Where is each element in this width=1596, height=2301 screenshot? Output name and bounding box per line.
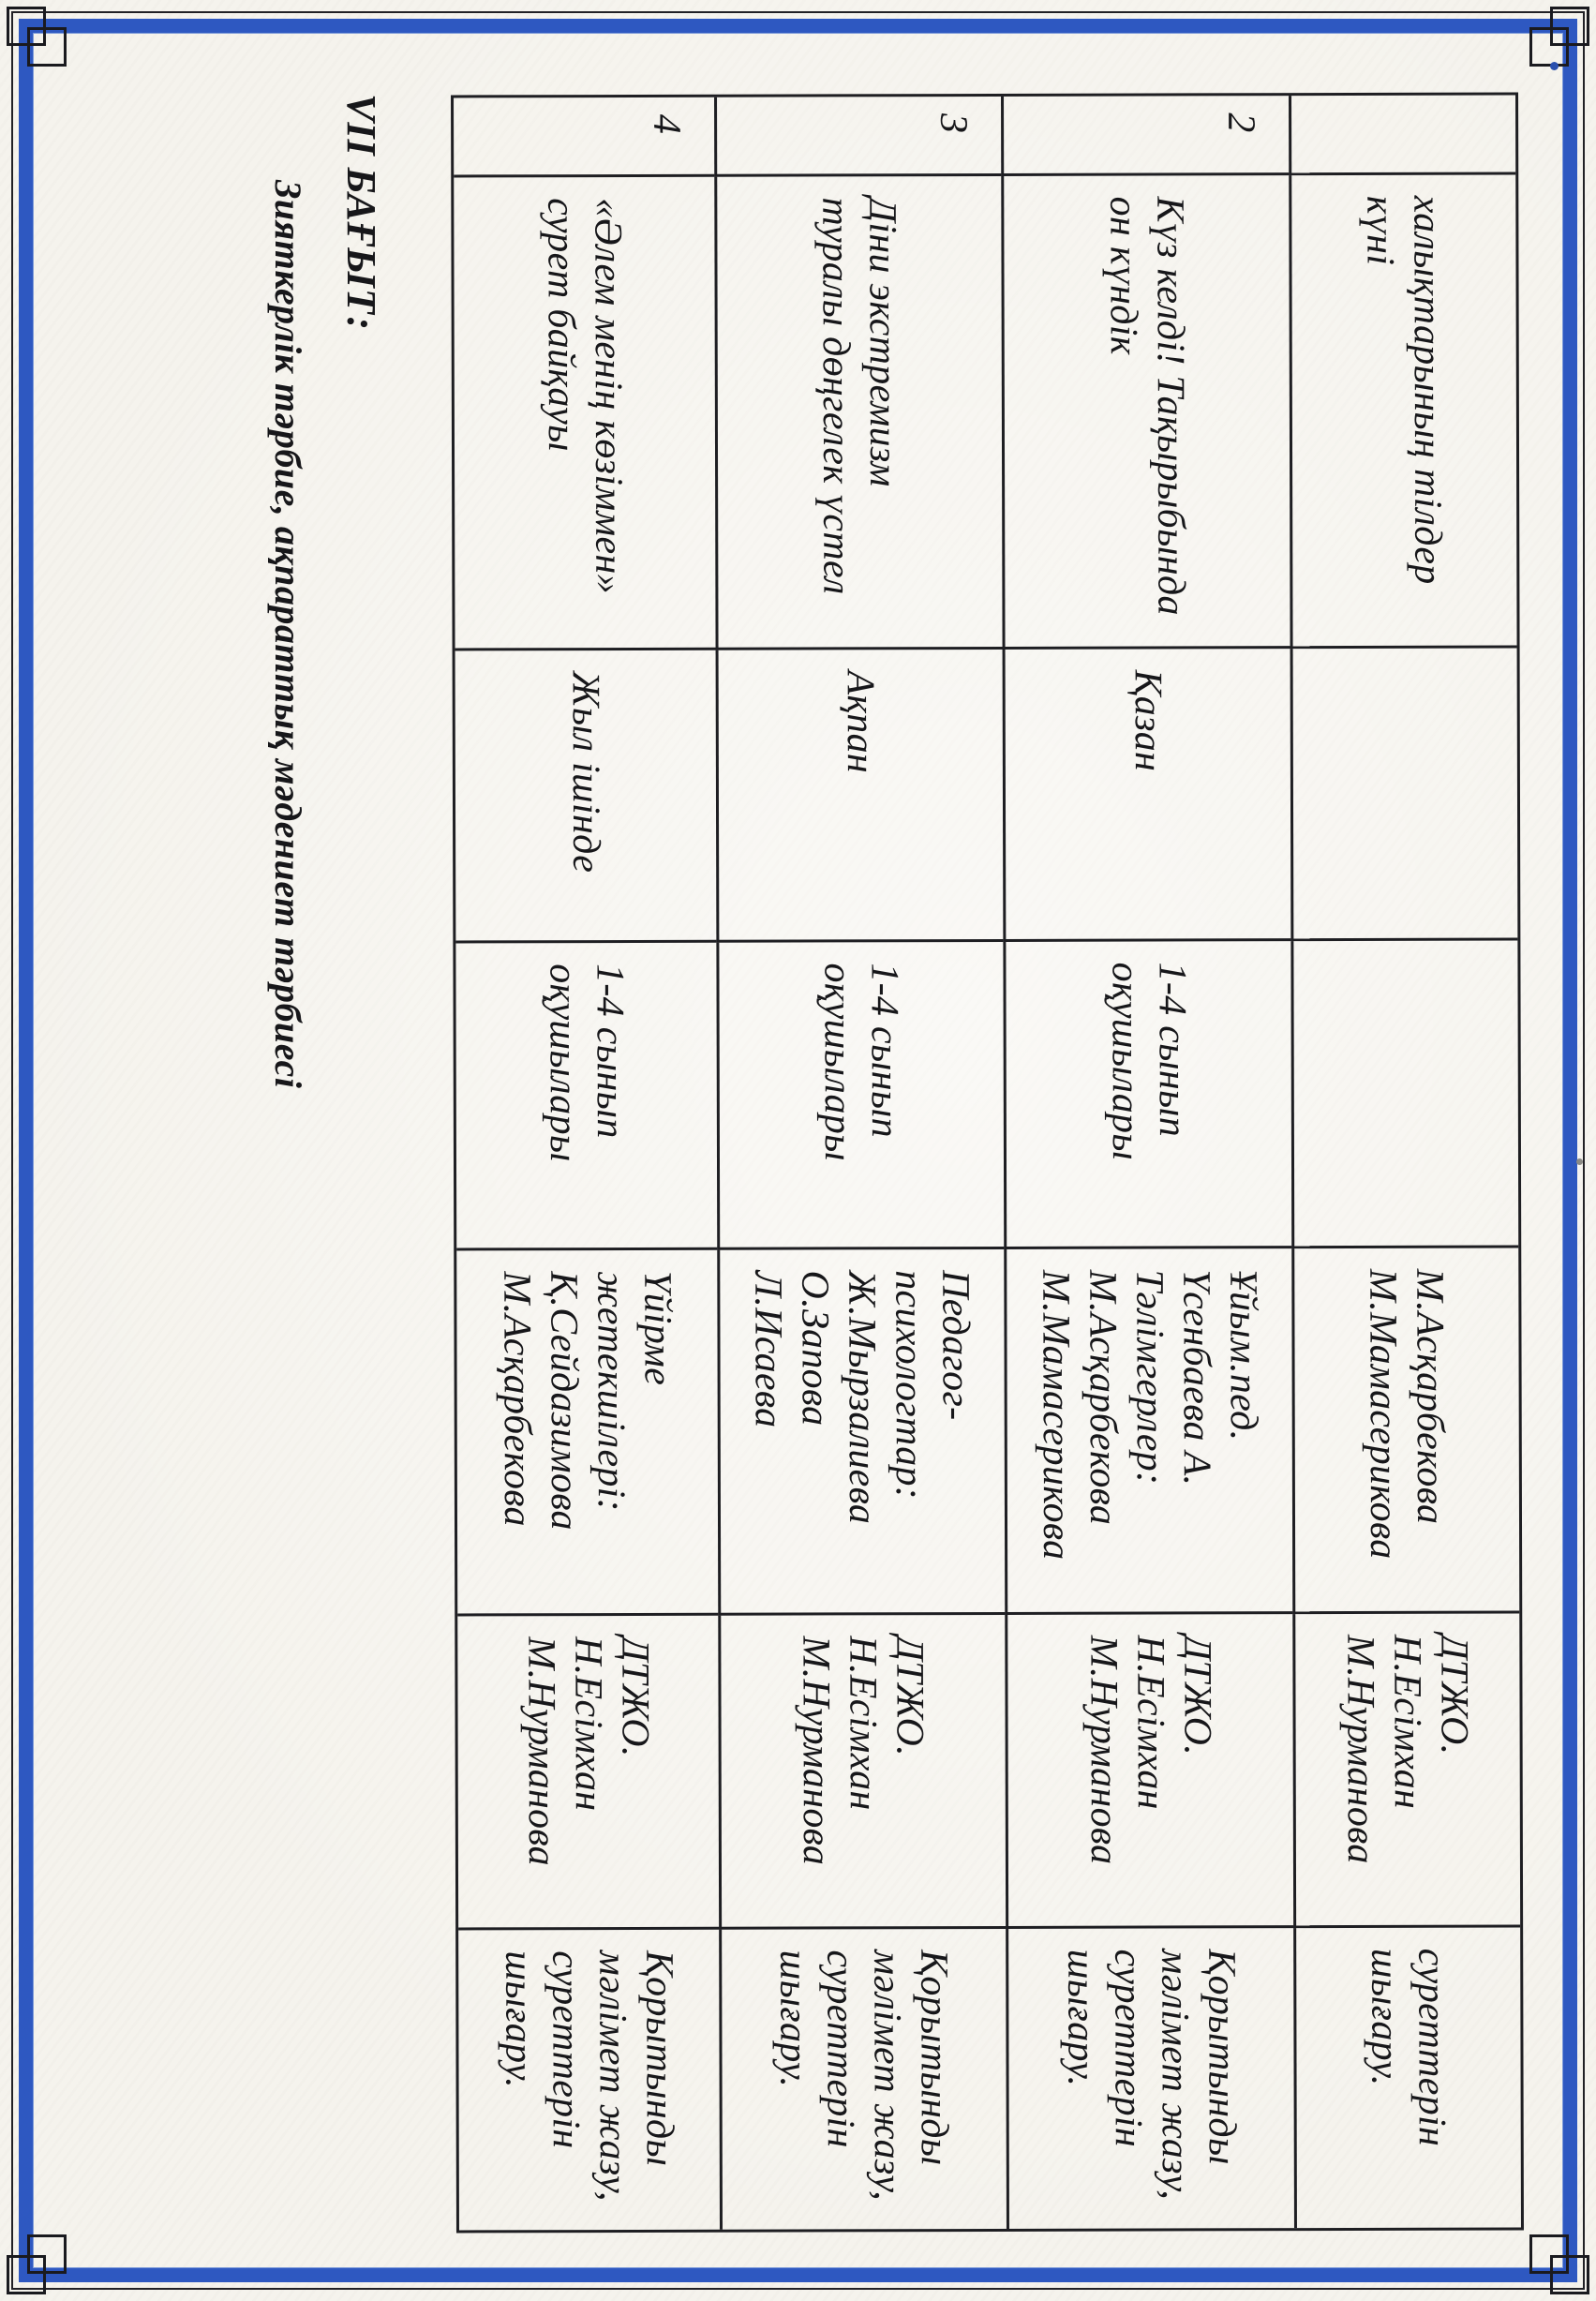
section-heading-number: VII БАҒЫТ: xyxy=(338,94,384,332)
row1-cell-organizers: М.Асқарбекова М.Мамасерикова xyxy=(1291,1248,1519,1615)
row1-cell-results: суреттерін шығару. xyxy=(1293,1928,1521,2229)
row2-cell-activity: Күз келді! Тақырыбында он күндік xyxy=(1001,175,1290,650)
row2-cell-organizers: Ұйым.пед. Үсенбаева А. Тәлімгерлер: М.Асқарбекова М.Мамасерикова xyxy=(1004,1248,1292,1615)
row4-cell-dtjo: ДТЖО. Н.Есімхан М.Нурманова xyxy=(457,1616,719,1931)
corner-ornament-square xyxy=(1529,27,1569,67)
row4-cell-month: Жыл ішінде xyxy=(455,650,717,944)
row1-cell-participants xyxy=(1290,941,1518,1249)
row3-cell-results: Қорытынды мәлімет жазу, суреттерін шығару. xyxy=(719,1929,1007,2230)
corner-ornament-square xyxy=(27,27,67,67)
row3-cell-organizers: Педагог- психологтар: Ж.Мырзалиева О.Запова Л.Исаева xyxy=(717,1249,1005,1616)
row2-cell-month: Қазан xyxy=(1003,649,1291,942)
row4-cell-activity: «Әлем менің көзіммен» сурет байқауы xyxy=(454,177,715,651)
row1-cell-month xyxy=(1290,649,1518,942)
row3-cell-activity: Діни экстремизм туралы дөңгелек үстел xyxy=(714,176,1002,650)
scan-speck xyxy=(1550,62,1559,70)
schedule-table xyxy=(451,93,1524,2234)
row3-cell-month: Ақпан xyxy=(716,650,1004,943)
row1-cell-dtjo: ДТЖО. Н.Есімхан М.Нурманова xyxy=(1292,1614,1520,1929)
row3-cell-num: 3 xyxy=(714,97,1001,177)
scan-speck xyxy=(1576,1158,1583,1165)
row1-cell-activity: халықтарының тілдер күні xyxy=(1289,175,1516,650)
row4-cell-results: Қорытынды мәлімет жазу, суреттерін шығару. xyxy=(497,1950,681,2202)
row3-cell-dtjo: ДТЖО. Н.Есімхан М.Нурманова xyxy=(718,1615,1006,1930)
row2-cell-results: Қорытынды мәлімет жазу, суреттерін шығару. xyxy=(1006,1928,1294,2229)
row4-cell-organizers: Үйірме жетекшілері: Қ.Сейдазимова М.Асқарбекова xyxy=(456,1250,718,1617)
row2-cell-num: 2 xyxy=(1001,96,1289,176)
row2-cell-dtjo: ДТЖО. Н.Есімхан М.Нурманова xyxy=(1005,1614,1293,1929)
row4-cell-participants: 1-4 сынып оқушылары xyxy=(455,943,717,1251)
row3-cell-participants: 1-4 сынып оқушылары xyxy=(716,942,1004,1250)
corner-ornament-square xyxy=(27,2234,67,2274)
row4-cell-num: 4 xyxy=(454,97,714,178)
row2-cell-participants: 1-4 сынып оқушылары xyxy=(1003,941,1291,1249)
row1-cell-num xyxy=(1289,96,1515,176)
section-heading-title: Зияткерлік тәрбие, ақпараттық мәдениет тәрбиесі xyxy=(267,180,309,1089)
corner-ornament-square xyxy=(1529,2234,1569,2274)
